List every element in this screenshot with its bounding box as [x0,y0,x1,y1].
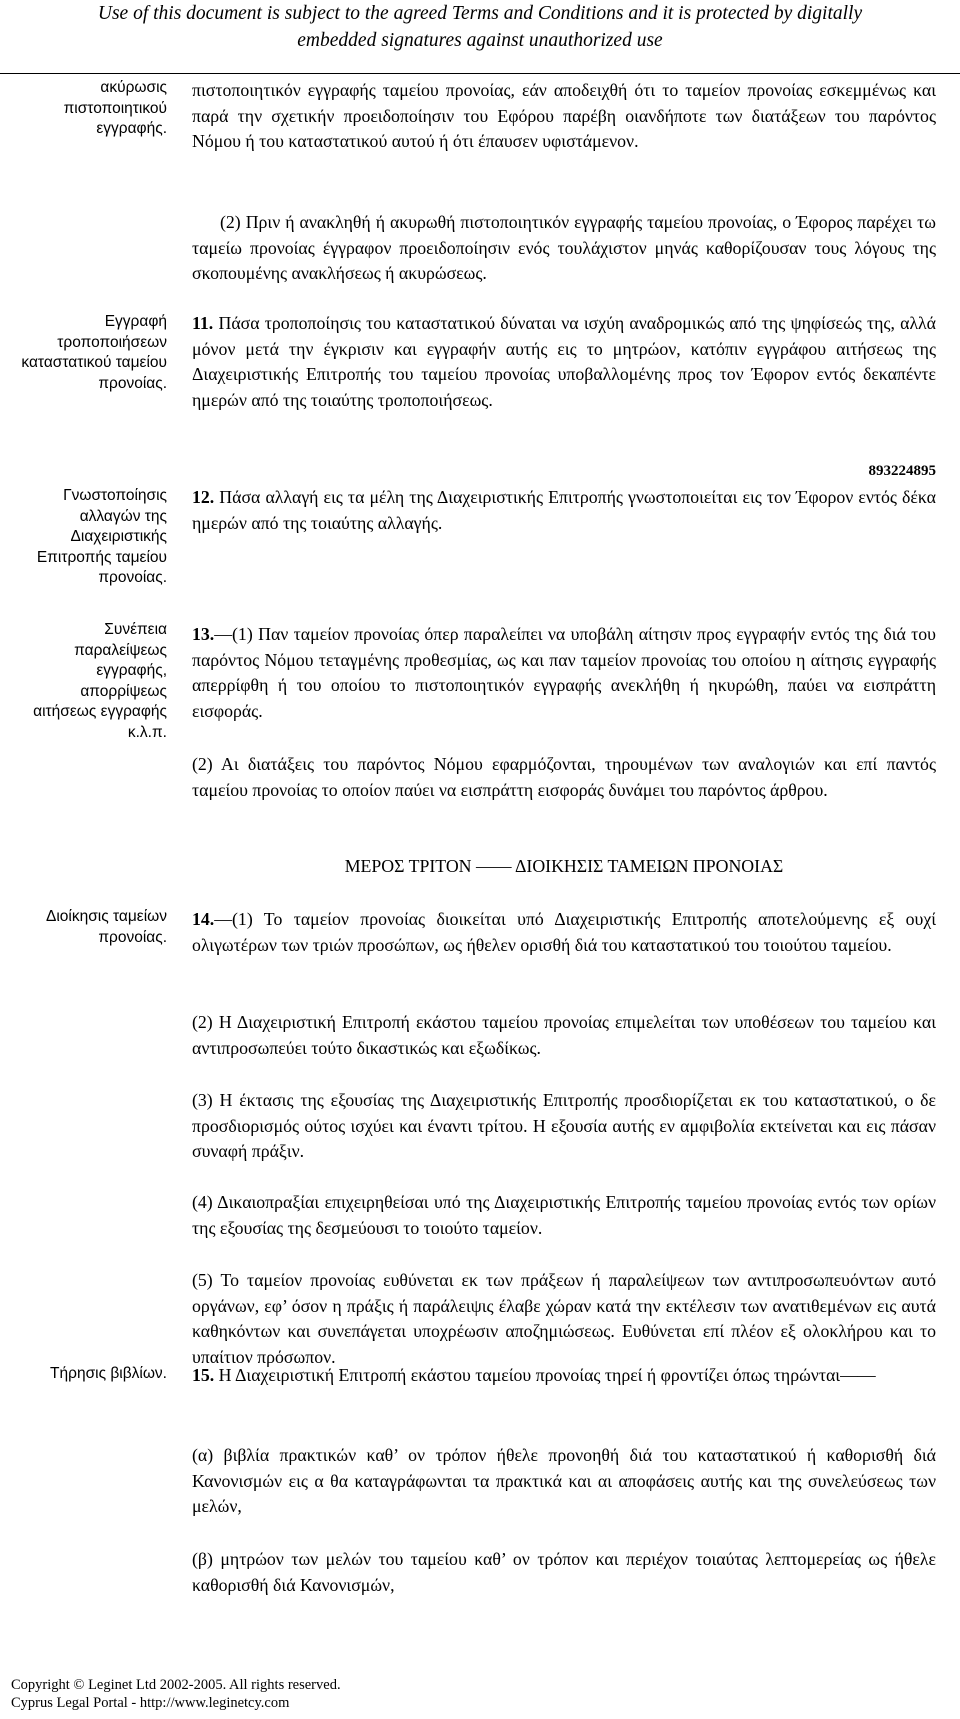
paragraph-continuation: πιστοποιητικόν εγγραφής ταμείου προνοίας, εάν αποδειχθή ότι το ταμείον προνοίας εσκεμμένως και παρά την σχετικήν προειδοποίησιν του Εφόρου παρέβη οιανδήποτε των διατάξεων του παρόντος Νόμου ή του καταστατικού αυτού ή ότι έπαυσεν υφιστάμενον. [192,80,936,151]
section-14-4: (4) Δικαιοπραξίαι επιχειρηθείσαι υπό της Διαχειριστικής Επιτροπής ταμείου προνοίας εντός των ορίων της εξουσίας της δεσμεύουσι το τοιούτο ταμείον. [192,1192,936,1238]
paragraph-10-2: (2) Πριν ή ανακληθή ή ακυρωθή πιστοποιητικόν εγγραφής ταμείου προνοίας, ο Έφορος παρέχει τω ταμείω προνοίας έγγραφον προειδοποίησιν ενός τουλάχιστον μηνάς καθορίζουσαν τους λόγους της σκοπουμένης ανακλήσεως ή ακυρώσεως. [192,212,936,283]
margin-note-administration: Διοίκησις ταμείων προνοίας. [45,908,167,946]
margin-note-amendments: Εγγραφή τροποποιήσεων καταστατικού ταμείου προνοίας. [21,313,167,392]
section-15 [192,1363,936,1389]
margin-note-books: Τήρησις βιβλίων. [50,1365,167,1382]
section-15-text: Η Διαχειριστική Επιτροπή εκάστου ταμείου προνοίας τηρεί ή φροντίζει όπως τηρώνται—— [214,1365,876,1385]
section-14-3: (3) Η έκτασις της εξουσίας της Διαχειριστικής Επιτροπής προσδιορίζεται εκ του καταστατικού, ο δε προσδιορισμός ούτος ισχύει και έναντι τρίτου. Η εξουσία αυτής εν αμφιβολία εκτείνεται και εις πάσαν συναφή πράξιν. [192,1090,936,1161]
section-11-text: Πάσα τροποποίησις του καταστατικού δύναται να ισχύη αναδρομικώς από της ψηφίσεώς της, αλλά μόνον μετά την έγκρισιν και εγγραφήν αυτής εις το μητρώον, κατόπιν εγγράφου αιτήσεως της Διαχειριστικής Επιτροπής του ταμείου προνοίας υποβαλλομένης προς τον Έφορον εντός δεκαπέντε ημερών από της τοιαύτης τροποποιήσεως. [192,313,936,410]
protection-notice-line1: Use of this document is subject to the agreed Terms and Conditions and it is protected by digitally [97,3,863,24]
header-divider [0,73,960,74]
section-13 [192,622,936,724]
protection-notice [0,0,960,54]
part-heading: ΜΕΡΟΣ ΤΡΙΤΟΝ —— ΔΙΟΙΚΗΣΙΣ ΤΑΜΕΙΩΝ ΠΡΟΝΟΙΑΣ [344,856,784,876]
section-13-text: —(1) Παν ταμείον προνοίας όπερ παραλείπει να υποβάλη αίτησιν προς εγγραφήν εντός της διά του παρόντος Νόμου τεταγμένης προθεσμίας, ως και παν ταμείον προνοίας του οποίου η αίτησις εγγραφής απερρίφθη ή του οποίου το πιστοποιητικόν εγγραφής ανεκλήθη ή ηκυρώθη, παύει να εισπράττη εισφοράς. [192,624,936,721]
margin-note-consequences: Συνέπεια παραλείψεως εγγραφής, απορρίψεως αιτήσεως εγγραφής κ.λ.π. [33,621,167,741]
section-12-number: 12. [192,487,215,507]
section-14-2: (2) Η Διαχειριστική Επιτροπή εκάστου ταμείου προνοίας επιμελείται των υποθέσεων του ταμείου και αντιπροσωπεύει τούτο δικαστικώς και εξωδίκως. [192,1012,936,1058]
section-14-number: 14. [192,909,215,929]
section-13-2: (2) Αι διατάξεις του παρόντος Νόμου εφαρμόζονται, τηρουμένων των αναλογιών και επί παντός ταμείου προνοίας το οποίον παύει να εισπράττη εισφοράς δυνάμει του παρόντος άρθρου. [192,754,936,800]
document-id: 893224895 [868,463,936,479]
section-11-number: 11. [192,313,214,333]
protection-notice-line2: embedded signatures against unauthorized use [297,30,663,51]
footer-copyright: Copyright © Leginet Ltd 2002-2005. All rights reserved. [11,1677,341,1693]
section-12 [192,485,936,536]
section-13-number: 13. [192,624,215,644]
section-14-5: (5) Το ταμείον προνοίας ευθύνεται εκ των πράξεων ή παραλείψεων των αντιπροσωπευόντων αυτό οργάνων, εφ’ όσον η πράξις ή παράλειψις έλαβε χώραν κατά την εκτέλεσιν των ανατιθεμένων εις αυτά καθηκόντων και συνεπάγεται υποχρέωσιν αποζημιώσεως. Ευθύνεται επί πλέον εξ ολοκλήρου και το υπαίτιον πρόσωπον. [192,1270,936,1367]
margin-note-committee-changes: Γνωστοποίησις αλλαγών της Διαχειριστικής Επιτροπής ταμείου προνοίας. [36,487,167,586]
section-14-text: —(1) Το ταμείον προνοίας διοικείται υπό Διαχειριστικής Επιτροπής αποτελούμενης εξ ουχί ολιγωτέρων των τριών προσώπων, ως ήθελεν ορισθή διά του καταστατικού του τοιούτου ταμείου. [192,909,936,955]
section-12-text: Πάσα αλλαγή εις τα μέλη της Διαχειριστικής Επιτροπής γνωστοποιείται εις τον Έφορον εντός δέκα ημερών από της τοιαύτης αλλαγής. [192,487,936,533]
footer [11,1676,341,1712]
section-15-number: 15. [192,1365,215,1385]
section-15-b: (β) μητρώον των μελών του ταμείου καθ’ ον τρόπον και περιέχον τοιαύτας λεπτομερείας ως ήθελε καθορισθή διά Κανονισμών, [192,1549,936,1595]
section-15-a: (α) βιβλία πρακτικών καθ’ ον τρόπον ήθελε προνοηθή διά του καταστατικού ή καθορισθή διά Κανονισμών εις α θα καταγράφωνται τα πρακτικά και αι αποφάσεις αυτής και της συνελεύσεως των μελών, [192,1445,936,1516]
section-14 [192,907,936,958]
footer-portal-link[interactable]: Cyprus Legal Portal - http://www.leginetcy.com [11,1695,290,1711]
margin-note-revocation: ακύρωσις πιστοποιητικού εγγραφής. [63,79,167,137]
section-11 [192,311,936,413]
